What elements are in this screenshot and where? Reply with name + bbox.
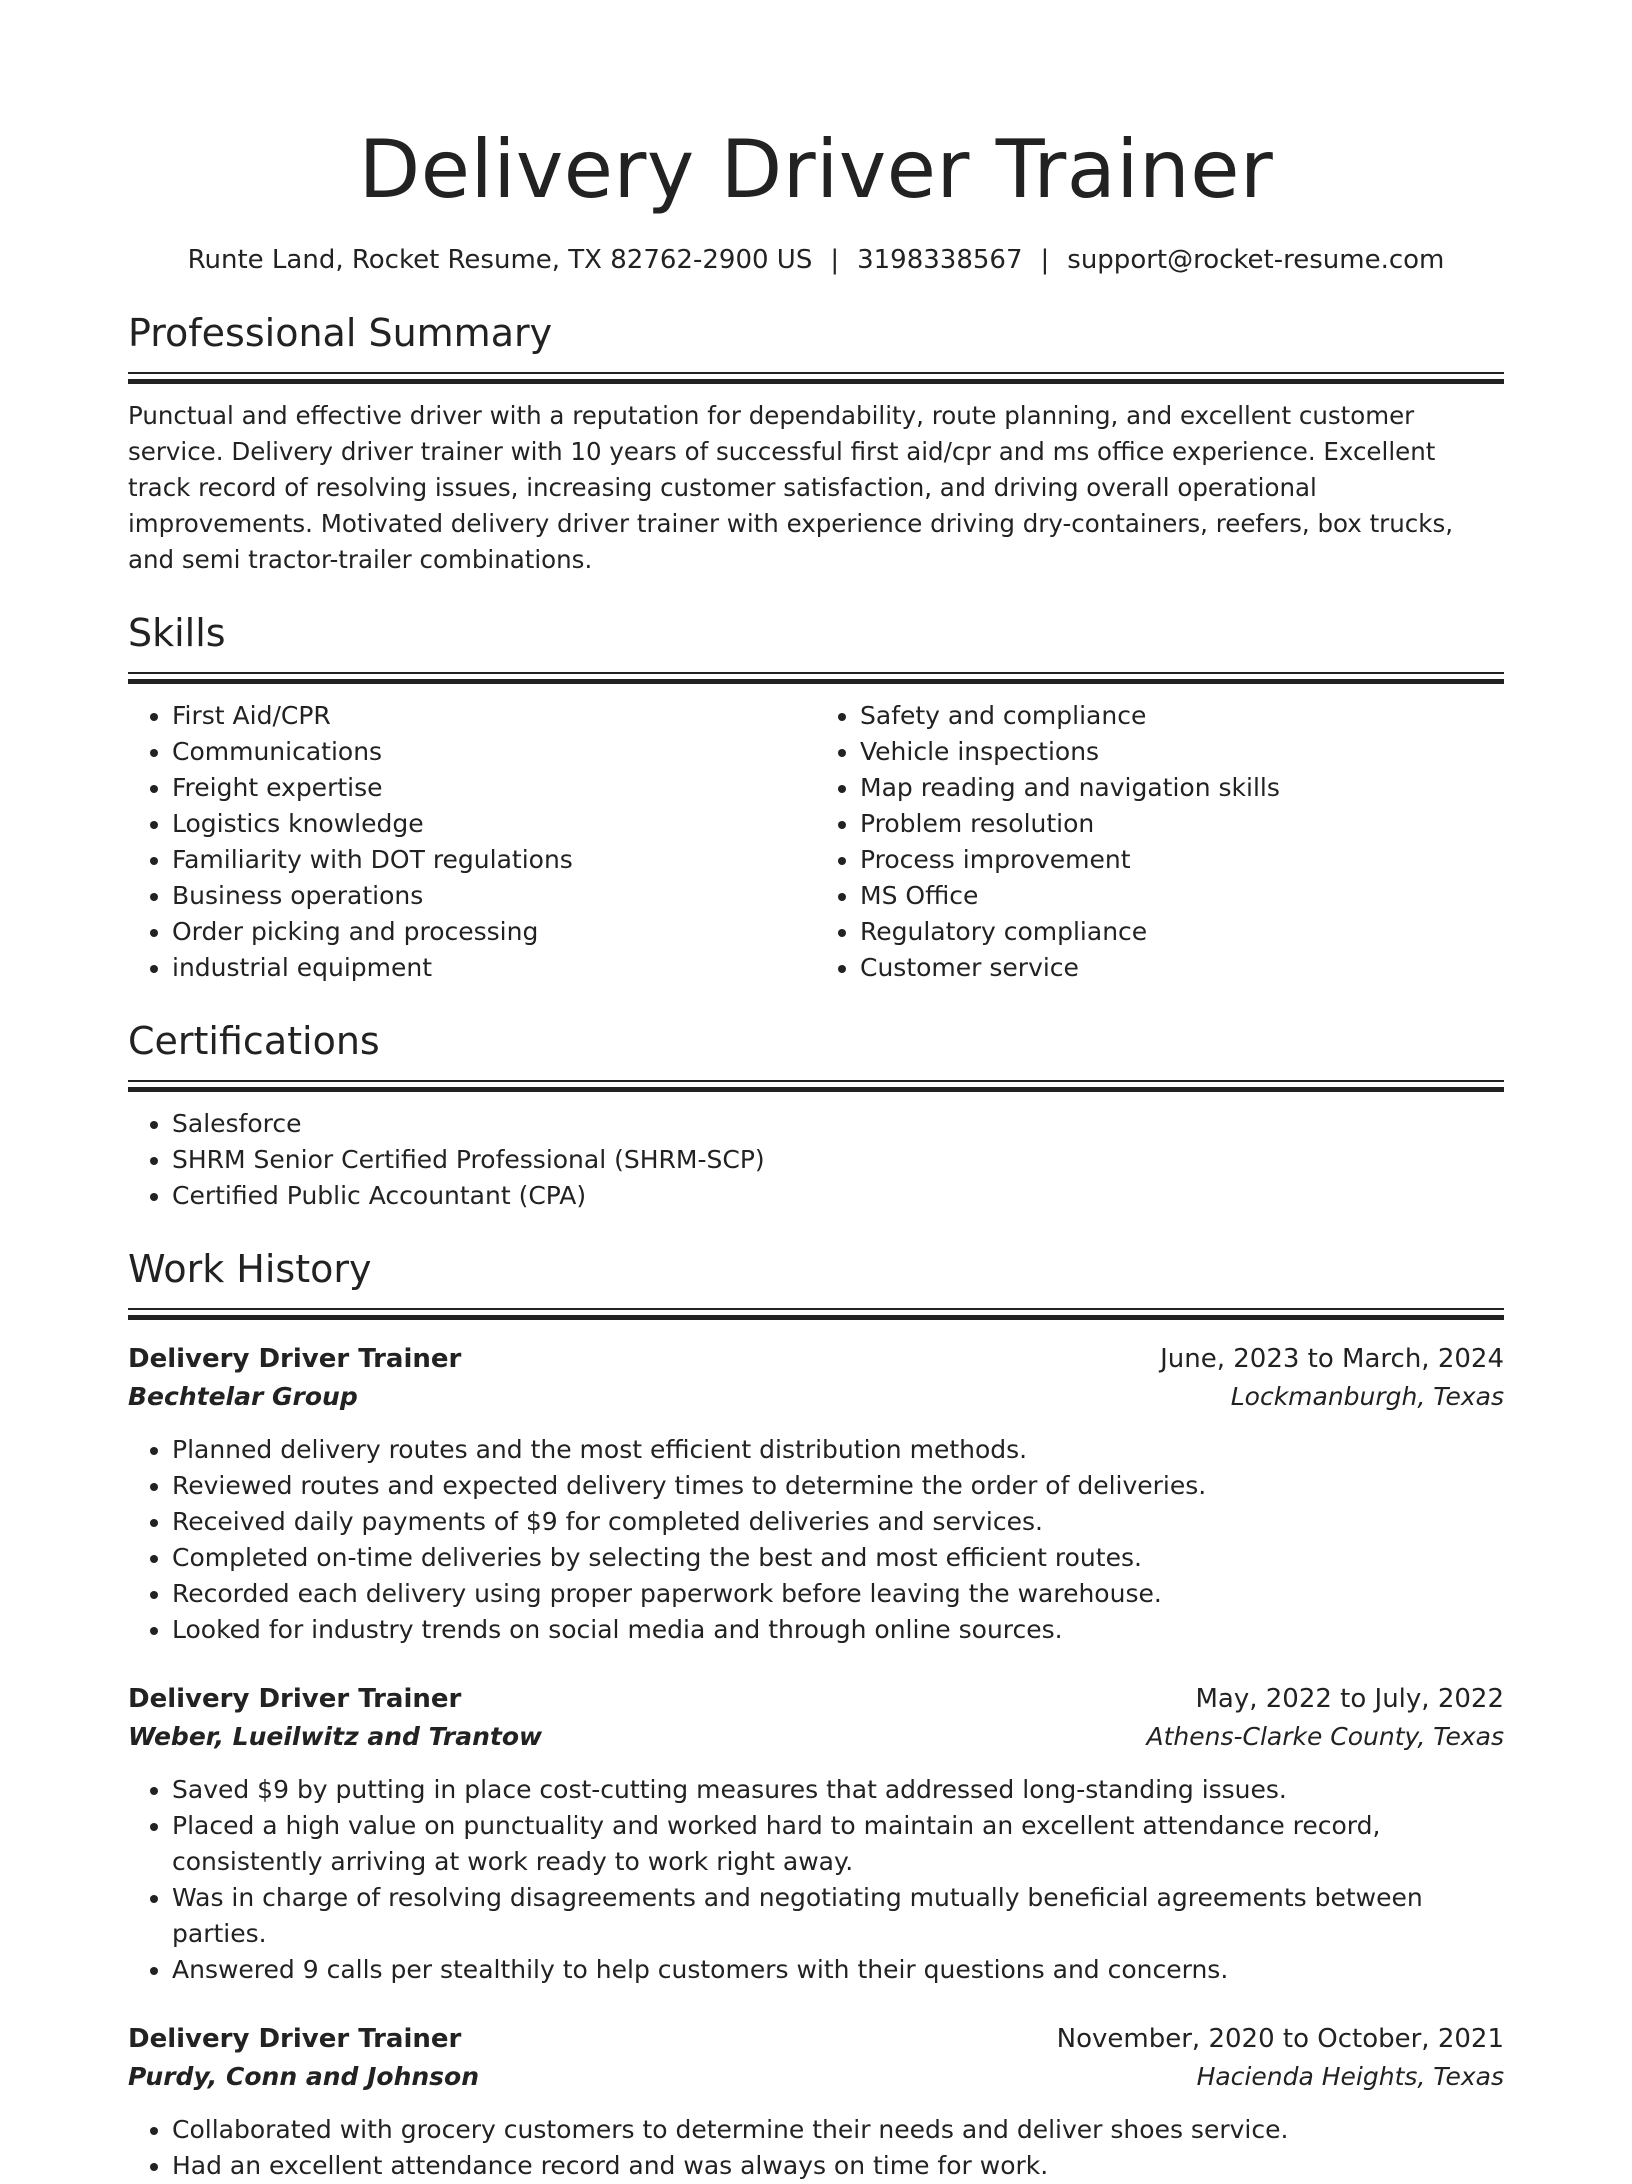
skills-columns <box>128 698 1504 986</box>
job-bullets <box>128 1772 1504 1988</box>
resume-name: Delivery Driver Trainer <box>358 123 1274 216</box>
list-item: • Logistics knowledge <box>172 806 816 842</box>
list-item: • Had an excellent attendance record and was always on time for work. <box>172 2148 1504 2184</box>
section-title: Professional Summary <box>128 311 553 355</box>
list-item: • MS Office <box>860 878 1504 914</box>
section-skills <box>128 608 1504 986</box>
job-location: Lockmanburgh, Texas <box>1230 1382 1504 1411</box>
job-dates: November, 2020 to October, 2021 <box>1056 2024 1504 2054</box>
section-title: Skills <box>128 611 226 655</box>
list-item: • Placed a high value on punctuality and worked hard to maintain an excellent attendance record, consistently arriving at work ready to work right away. <box>172 1808 1504 1880</box>
contact-line <box>128 242 1504 278</box>
summary-text: Punctual and effective driver with a reputation for dependability, route planning, and excellent customer service. Delivery driver trainer with 10 years of successful first aid/cpr and ms office experience. Excellent track record of resolving issues, increasing customer satisfaction, and driving overall operational improvements. Motivated delivery driver trainer with experience driving dry-containers, reefers, box trucks, and semi tractor-trailer combinations. <box>128 401 1453 574</box>
contact-separator: | <box>1040 245 1050 275</box>
list-item: • Saved $9 by putting in place cost-cutting measures that addressed long-standing issues. <box>172 1772 1504 1808</box>
list-item: • SHRM Senior Certified Professional (SHRM-SCP) <box>172 1142 1504 1178</box>
section-title: Certifications <box>128 1019 380 1063</box>
list-item: • Process improvement <box>860 842 1504 878</box>
list-item: • Problem resolution <box>860 806 1504 842</box>
list-item: • Safety and compliance <box>860 698 1504 734</box>
list-item: • Looked for industry trends on social media and through online sources. <box>172 1612 1504 1648</box>
contact-separator: | <box>830 245 840 275</box>
section-work-history <box>128 1244 1504 2184</box>
contact-phone: 3198338567 <box>857 245 1023 275</box>
list-item: • Map reading and navigation skills <box>860 770 1504 806</box>
job-dates: May, 2022 to July, 2022 <box>1195 1684 1504 1714</box>
section-divider <box>128 372 1504 384</box>
job-bullets <box>128 1432 1504 1648</box>
list-item: • Answered 9 calls per stealthily to help customers with their questions and concerns. <box>172 1952 1504 1988</box>
list-item: • Order picking and processing <box>172 914 816 950</box>
list-item: • Was in charge of resolving disagreements and negotiating mutually beneficial agreements between parties. <box>172 1880 1504 1952</box>
contact-address: Runte Land, Rocket Resume, TX 82762-2900 US <box>187 245 813 275</box>
list-item: • Salesforce <box>172 1106 1504 1142</box>
skills-list-right <box>816 698 1504 986</box>
job-title: Delivery Driver Trainer <box>128 1684 462 1714</box>
job-company: Weber, Lueilwitz and Trantow <box>128 1722 543 1751</box>
list-item: • Collaborated with grocery customers to determine their needs and deliver shoes service. <box>172 2112 1504 2148</box>
section-certifications <box>128 1016 1504 1214</box>
job-company: Purdy, Conn and Johnson <box>128 2062 480 2091</box>
list-item: • Completed on-time deliveries by selecting the best and most efficient routes. <box>172 1540 1504 1576</box>
list-item: • First Aid/CPR <box>172 698 816 734</box>
job-entry <box>128 1680 1504 1988</box>
job-entry <box>128 2020 1504 2184</box>
list-item: • Regulatory compliance <box>860 914 1504 950</box>
contact-email: support@rocket-resume.com <box>1067 245 1445 275</box>
list-item: • Communications <box>172 734 816 770</box>
skills-list-left <box>128 698 816 986</box>
section-divider <box>128 1308 1504 1320</box>
job-title: Delivery Driver Trainer <box>128 2024 462 2054</box>
list-item: • Reviewed routes and expected delivery times to determine the order of deliveries. <box>172 1468 1504 1504</box>
job-dates: June, 2023 to March, 2024 <box>1160 1344 1504 1374</box>
certifications-list <box>128 1106 1504 1214</box>
job-company: Bechtelar Group <box>128 1382 358 1411</box>
section-title: Work History <box>128 1247 372 1291</box>
list-item: • industrial equipment <box>172 950 816 986</box>
section-divider <box>128 1080 1504 1092</box>
list-item: • Recorded each delivery using proper paperwork before leaving the warehouse. <box>172 1576 1504 1612</box>
job-title: Delivery Driver Trainer <box>128 1344 462 1374</box>
list-item: • Certified Public Accountant (CPA) <box>172 1178 1504 1214</box>
job-location: Athens-Clarke County, Texas <box>1146 1722 1504 1751</box>
list-item: • Business operations <box>172 878 816 914</box>
section-professional-summary <box>128 308 1504 578</box>
list-item: • Planned delivery routes and the most efficient distribution methods. <box>172 1432 1504 1468</box>
list-item: • Customer service <box>860 950 1504 986</box>
section-divider <box>128 672 1504 684</box>
list-item: • Received daily payments of $9 for completed deliveries and services. <box>172 1504 1504 1540</box>
list-item: • Vehicle inspections <box>860 734 1504 770</box>
job-bullets <box>128 2112 1504 2184</box>
job-entry <box>128 1340 1504 1648</box>
list-item: • Freight expertise <box>172 770 816 806</box>
list-item: • Familiarity with DOT regulations <box>172 842 816 878</box>
job-location: Hacienda Heights, Texas <box>1196 2062 1504 2091</box>
